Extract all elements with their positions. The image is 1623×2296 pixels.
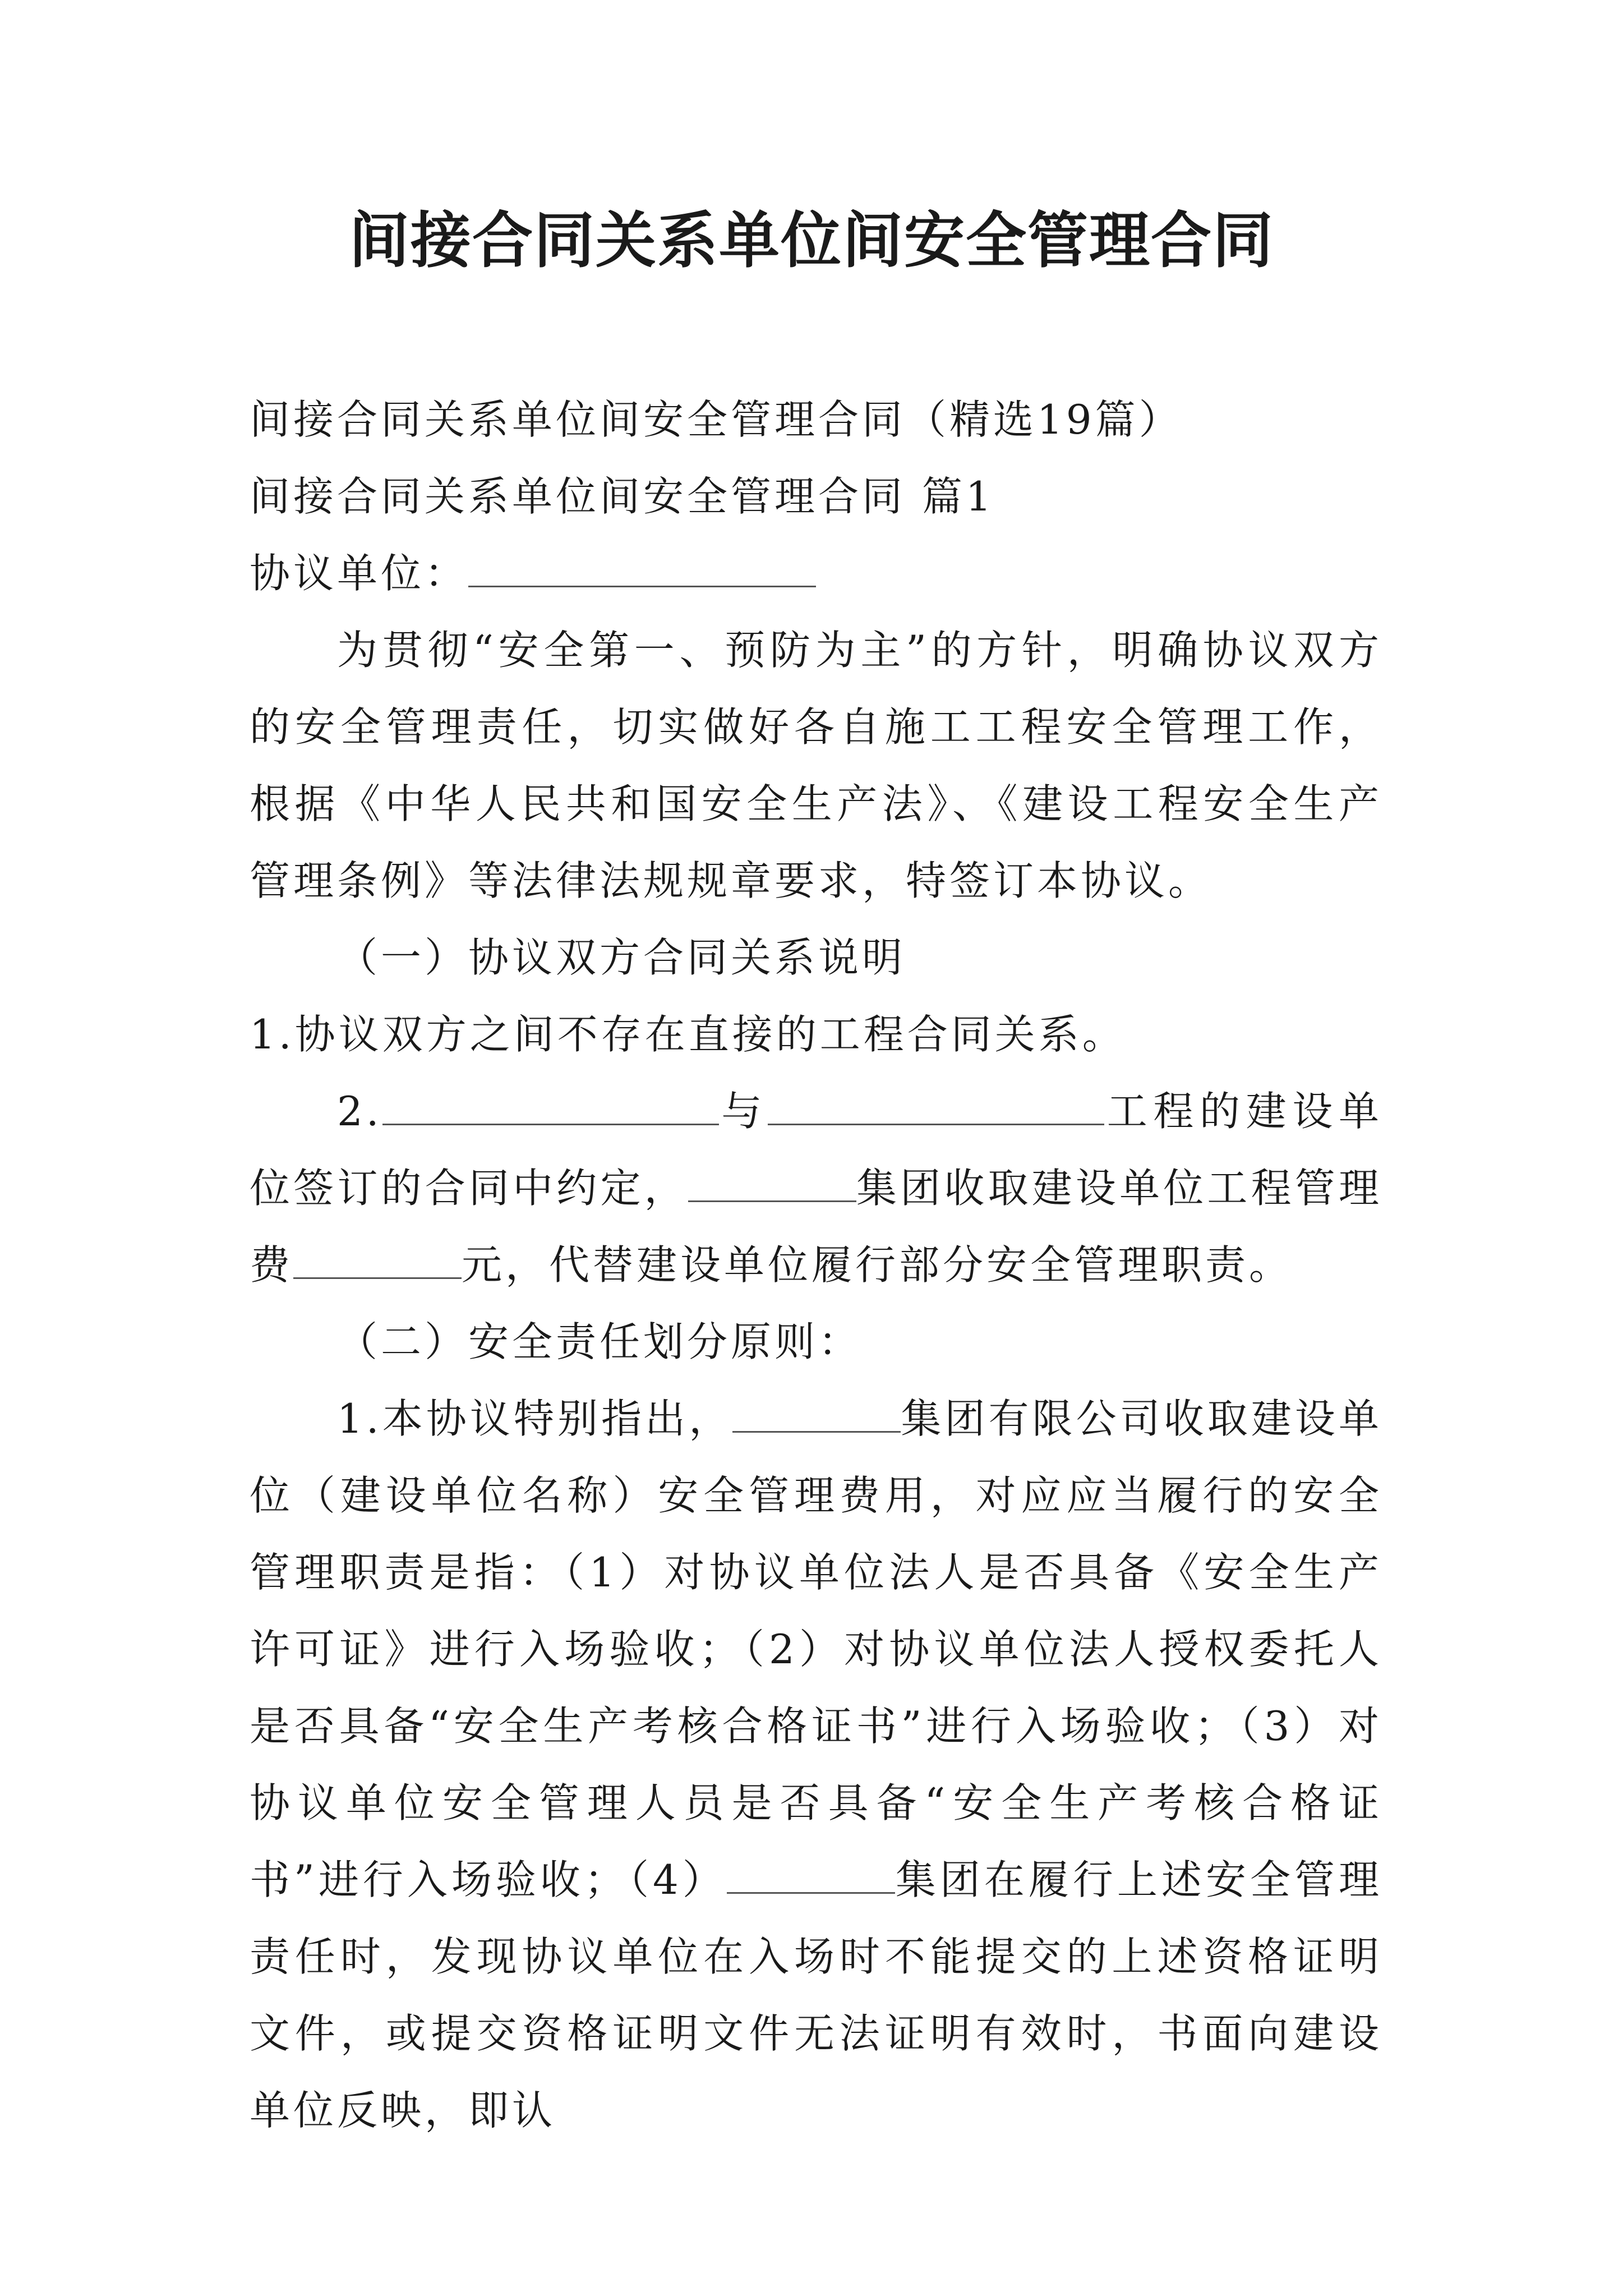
part1-item2-text1: 工程的建设单位签订的合同中约定， [250, 1088, 1382, 1212]
part1-heading: （一）协议双方合同关系说明 [337, 934, 906, 981]
party-label: 协议单位： [250, 550, 469, 597]
part2-item1-body: 集团有限公司收取建设单位（建设单位名称）安全管理费用，对应应当履行的安全管理职责是指：（1）对协议单位法人是否具备《安全生产许可证》进行入场验收；（2）对协议单位法人授权委托人是否具备“安全生产考核合格证书”进行入场验收；（3）对协议单位安全管理人员是否具备“安全生产考核合格证书”进行入场验收；（4） [250, 1395, 1382, 1903]
part1-item1: 1.协议双方之间不存在直接的工程合同关系。 [250, 1011, 1126, 1058]
company-blank [732, 1393, 901, 1433]
document-body [250, 381, 1382, 2149]
group-name-blank [688, 1162, 856, 1202]
part1-item2-text3: 元，代替建设单位履行部分安全管理职责。 [462, 1241, 1293, 1289]
section-heading: 间接合同关系单位间安全管理合同 篇1 [250, 473, 995, 520]
party-b-blank [768, 1085, 1104, 1125]
part2-item1-lead: 1.本协议特别指出， [337, 1395, 733, 1442]
document-title: 间接合同关系单位间安全管理合同 [348, 206, 1274, 276]
part1-item2-number: 2. [337, 1088, 382, 1135]
intro-paragraph: 为贯彻“安全第一、预防为主”的方针，明确协议双方的安全管理责任，切实做好各自施工工程安全管理工作，根据《中华人民共和国安全生产法》、《建设工程安全生产管理条例》等法律法规规章要求，特签订本协议。 [250, 627, 1382, 904]
part1-item2-and: 与 [718, 1088, 768, 1135]
part2-item1-tail: 集团在履行上述安全管理责任时，发现协议单位在入场时不能提交的上述资格证明文件，或提交资格证明文件无法证明有效时，书面向建设单位反映，即认 [250, 1856, 1382, 2134]
part2-item1 [250, 1381, 1382, 2149]
fee-amount-blank [293, 1239, 462, 1279]
part1-item2-text2: 集团收取建设单位工程管理费 [250, 1165, 1382, 1289]
part1-item2 [250, 1073, 1382, 1304]
part2-heading: （二）安全责任划分原则： [337, 1318, 863, 1365]
party-blank [468, 547, 816, 587]
party-line [250, 535, 1382, 612]
group-blank-2 [727, 1854, 895, 1894]
subtitle: 间接合同关系单位间安全管理合同（精选19篇） [250, 396, 1183, 443]
party-a-blank [382, 1085, 719, 1125]
